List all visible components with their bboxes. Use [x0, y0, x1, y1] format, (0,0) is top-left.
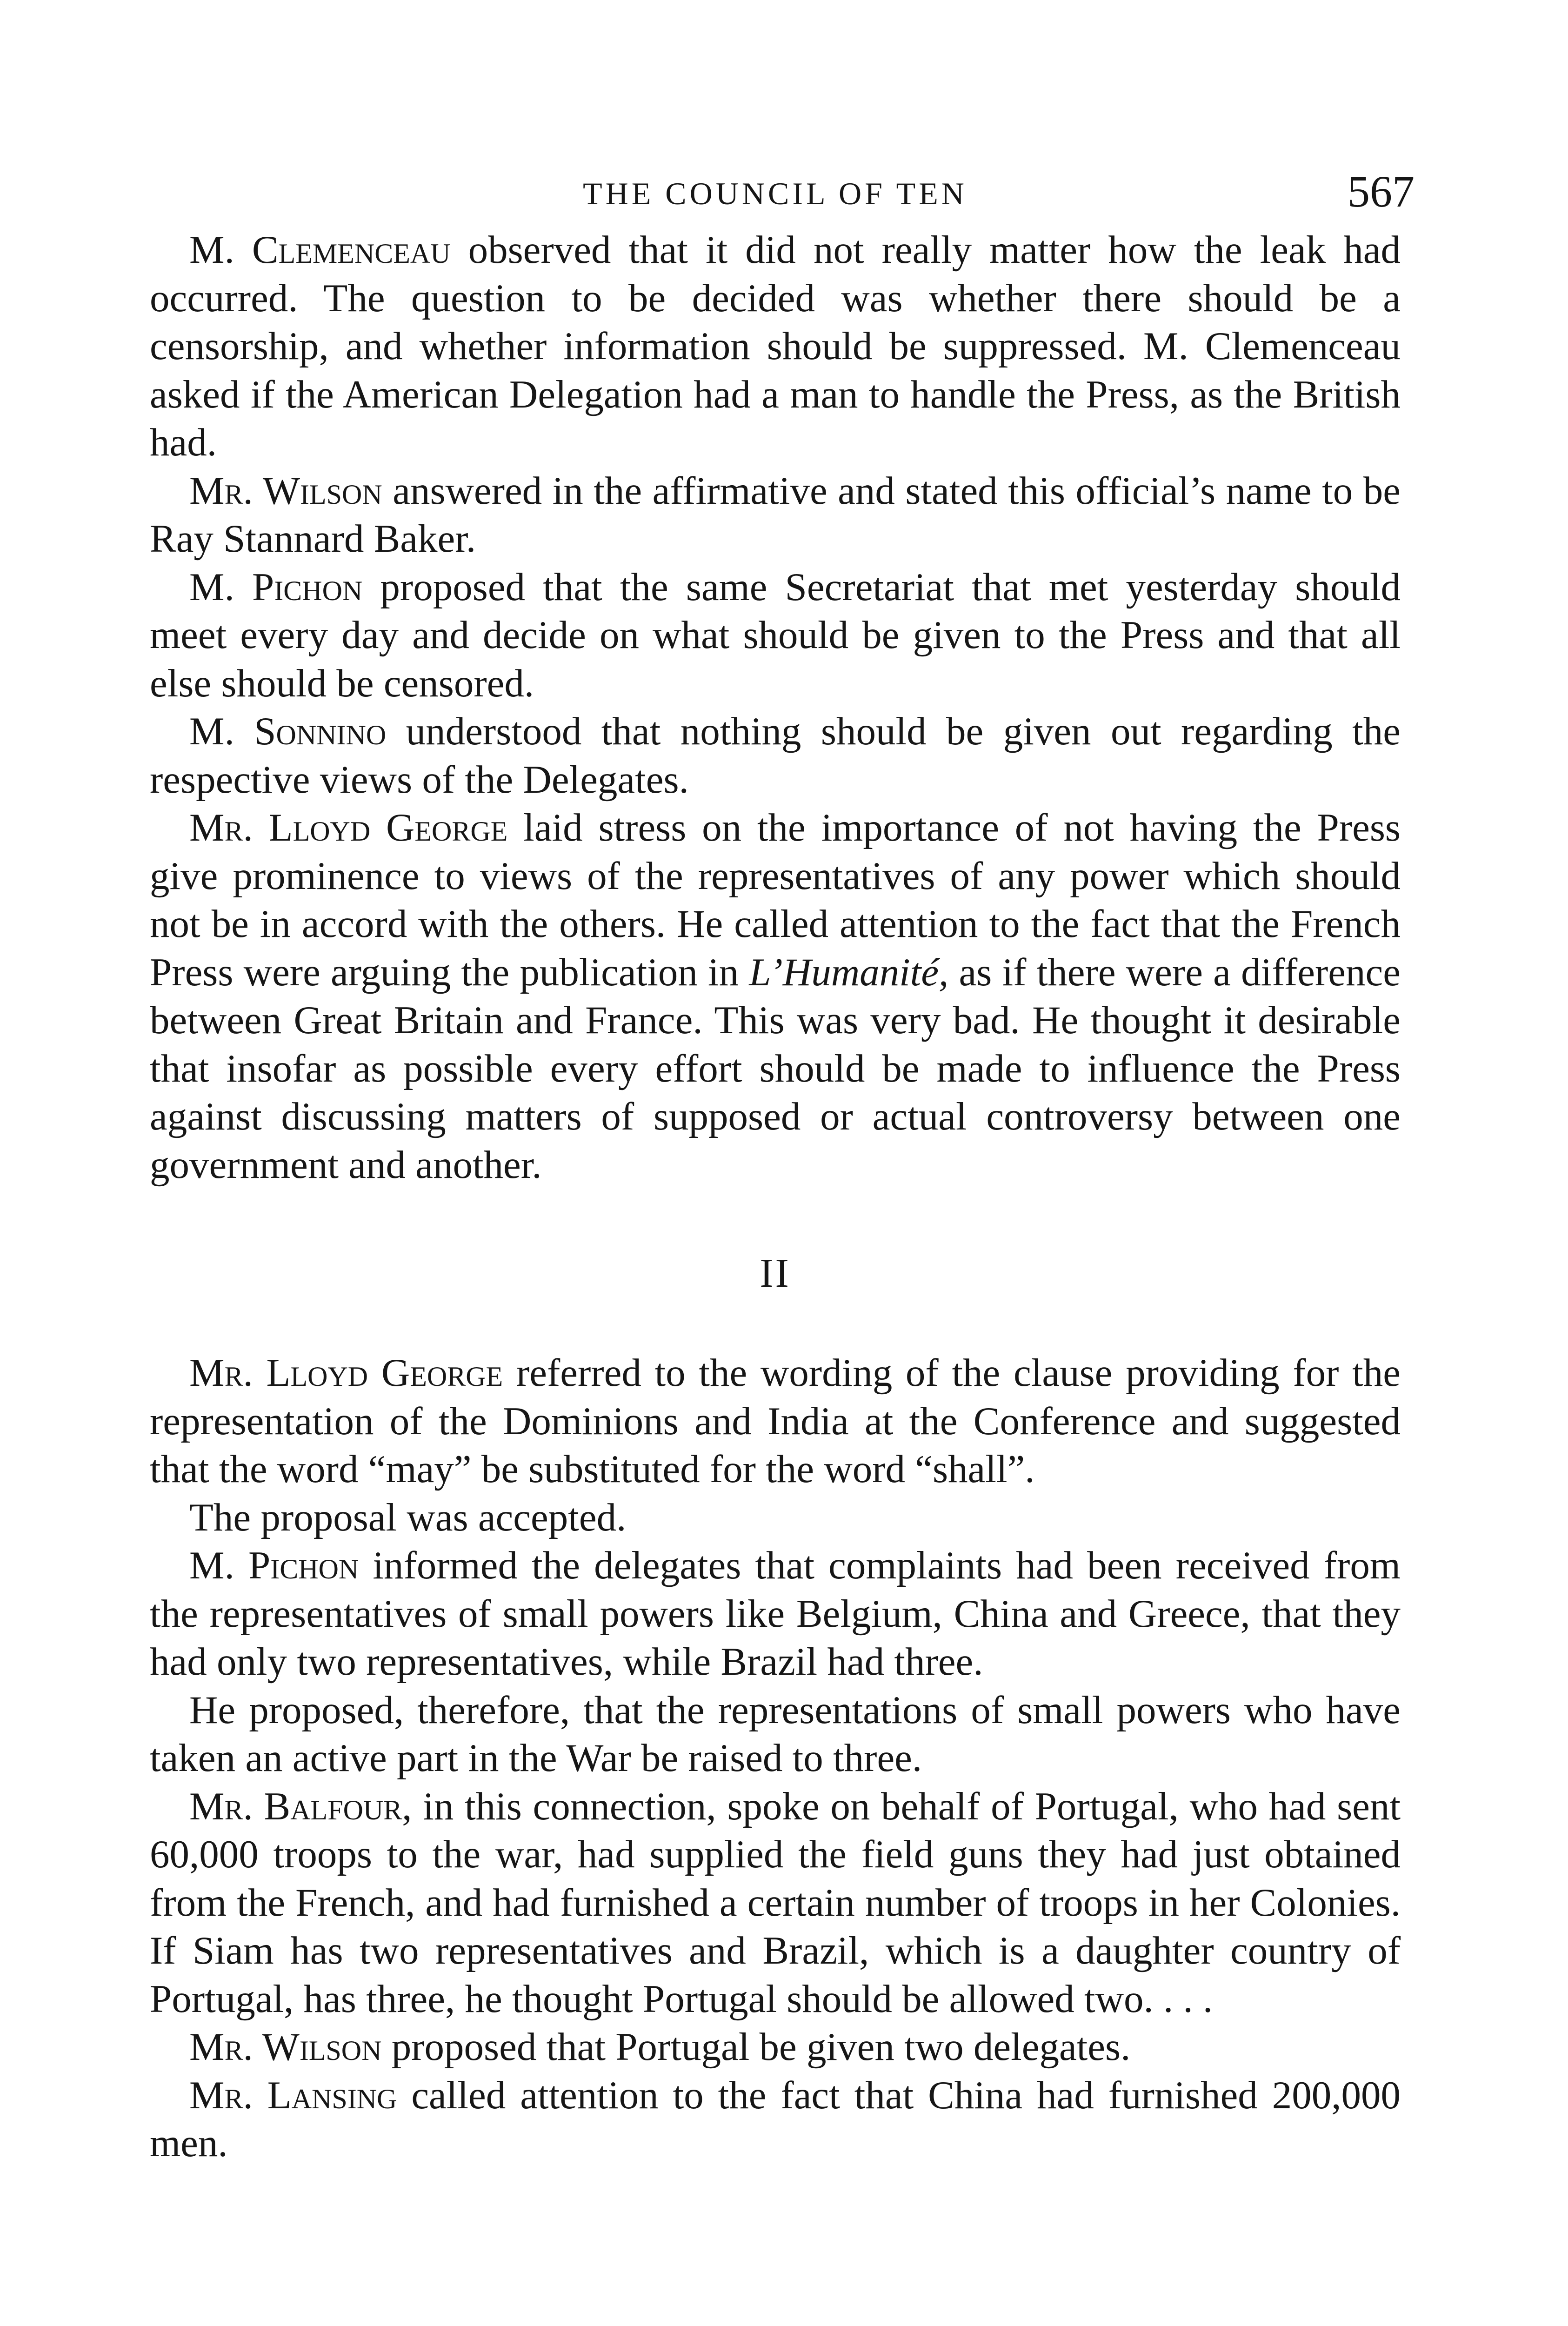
paragraph — [150, 1542, 1401, 1686]
paragraph — [150, 1783, 1401, 2024]
paragraph — [150, 2072, 1401, 2168]
running-title: THE COUNCIL OF TEN — [583, 176, 967, 211]
paragraph-text: as if there were a difference between Great Britain and France. This was very bad. He thought it desirable that insofar as possible every effort should be made to influence the Press against discussing matters of supposed or actual controversy between one government and another. — [150, 950, 1401, 1187]
speaker-name: Mr. Lloyd George — [189, 1351, 503, 1395]
speaker-name: Mr. Lloyd George — [189, 806, 508, 849]
speaker-name: Mr. Wilson — [189, 468, 382, 513]
paragraph-text: proposed that the same Secretariat that met yesterday should meet every day and decide on what should be given to the Press and that all else should be censored. — [150, 565, 1401, 705]
paragraph-text: observed that it did not really matter how the leak had occurred. The question to be decided was whether there should be a censorship, and whether information should be suppressed. M. Clemenceau asked if the American Delegation had a man to handle the Press, as the British had. — [150, 228, 1401, 464]
paragraph — [150, 1494, 1401, 1542]
section-two — [150, 1349, 1401, 2168]
speaker-name: Mr. Wilson — [189, 2025, 382, 2069]
paragraph — [150, 1686, 1401, 1783]
italic-title: L’Humanité, — [749, 950, 949, 994]
speaker-name: M. Clemenceau — [189, 228, 451, 272]
paragraph-text: , in this connection, spoke on behalf of Portugal, who had sent 60,000 troops to the war, had supplied the field guns they had just obtained from the French, and had furnished a certain number of troops in her Colonies. If Siam has two representatives and Brazil, which is a daughter country of Portugal, has three, he thought Portugal should be allowed two. . . . — [150, 1784, 1401, 2021]
paragraph — [150, 226, 1401, 467]
paragraph-text: understood that nothing should be given out regarding the respective views of the Delegates. — [150, 709, 1401, 802]
paragraph — [150, 708, 1401, 804]
paragraph — [150, 467, 1401, 563]
speaker-name: M. Sonnino — [189, 709, 387, 753]
section-number: II — [760, 1251, 791, 1296]
paragraph-text: called attention to the fact that China had furnished 200,000 men. — [150, 2073, 1401, 2165]
paragraph-text: referred to the wording of the clause providing for the representation of the Dominions and India at the Conference and suggested that the word “may” be substituted for the word “shall”. — [150, 1351, 1401, 1491]
speaker-name: Mr. Balfour — [189, 1784, 402, 1828]
speaker-name: M. Pichon — [189, 565, 363, 609]
paragraph-text: informed the delegates that complaints had been received from the representatives of small powers like Belgium, China and Greece, that they had only two representatives, while Brazil had three. — [150, 1544, 1401, 1684]
paragraph-text: He proposed, therefore, that the representations of small powers who have taken an active part in the War be raised to three. — [150, 1688, 1401, 1780]
paragraph-text: answered in the affirmative and stated this official’s name to be Ray Stannard Baker. — [150, 468, 1401, 561]
page-number: 567 — [1348, 167, 1415, 216]
speaker-name: M. Pichon — [189, 1544, 359, 1587]
section-one — [150, 226, 1401, 1189]
paragraph — [150, 1349, 1401, 1494]
paragraph-text: laid stress on the importance of not having the Press give prominence to views of the representatives of any power which should not be in accord with the others. He called attention to the fact that the French Press were arguing the publication in — [150, 806, 1401, 994]
running-header — [150, 167, 1415, 226]
speaker-name: Mr. Lansing — [189, 2073, 397, 2117]
paragraph — [150, 2023, 1401, 2072]
paragraph-text: proposed that Portugal be given two delegates. — [381, 2025, 1131, 2069]
paragraph-text: The proposal was accepted. — [189, 1495, 627, 1539]
paragraph — [150, 804, 1401, 1189]
paragraph — [150, 563, 1401, 708]
